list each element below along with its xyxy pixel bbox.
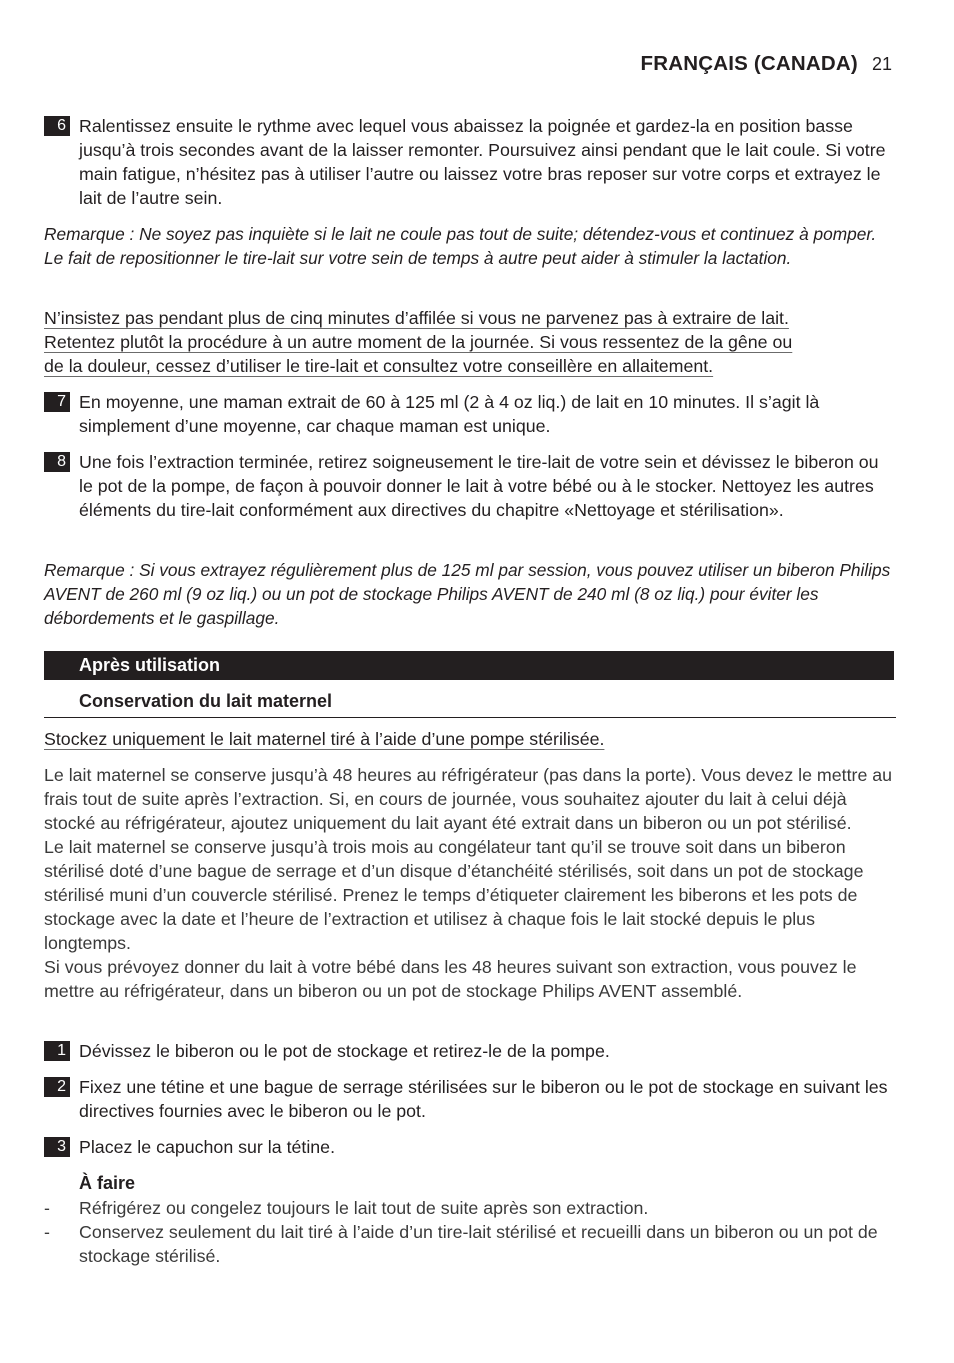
subsection-title: Conservation du lait maternel [44, 689, 896, 718]
page-header [640, 52, 892, 76]
step-6 [44, 114, 896, 210]
page-number: 21 [871, 54, 892, 74]
step-number-badge: 8 [44, 452, 70, 472]
step-number-badge: 3 [44, 1137, 70, 1157]
dash-bullet: - [44, 1198, 50, 1218]
todo-title: À faire [79, 1173, 136, 1193]
step-text: Une fois l’extraction terminée, retirez soigneusement le tire-lait de votre sein et dévissez le biberon ou le pot de la pompe, de façon à pouvoir donner le lait à votre bébé ou à le stocker. Nettoyez les autres éléments du tire-lait conformément aux directives du chapitre «Nettoyage et stérilisation». [79, 452, 879, 520]
note-2: Remarque : Si vous extrayez régulièrement plus de 125 ml par session, vous pouvez utiliser un biberon Philips AVENT de 260 ml (9 oz liq.) ou un pot de stockage Philips AVENT de 240 ml (8 oz liq.) pour éviter les débordements et le gaspillage. [44, 560, 891, 628]
step-number-badge: 1 [44, 1041, 70, 1061]
warning-1 [44, 306, 896, 378]
step-3 [44, 1135, 896, 1159]
note-1: Remarque : Ne soyez pas inquiète si le lait ne coule pas tout de suite; détendez-vous et continuez à pomper. Le fait de repositionner le tire-lait sur votre sein de temps à autre peut aider à stimuler la lactation. [44, 224, 877, 268]
step-text: En moyenne, une maman extrait de 60 à 125 ml (2 à 4 oz liq.) de lait en 10 minutes. Il s’agit là simplement d’une moyenne, car chaque maman est unique. [79, 392, 820, 436]
warning-line: de la douleur, cessez d’utiliser le tire-lait et consultez votre conseillère en allaitement. [44, 356, 714, 376]
step-8 [44, 450, 896, 522]
warning-line: Retentez plutôt la procédure à un autre moment de la journée. Si vous ressentez de la gêne ou [44, 332, 793, 352]
step-text: Fixez une tétine et une bague de serrage stérilisées sur le biberon ou le pot de stockage en suivant les directives fournies avec le biberon ou le pot. [79, 1077, 888, 1121]
dash-bullet: - [44, 1222, 50, 1242]
step-text: Ralentissez ensuite le rythme avec lequel vous abaissez la poignée et gardez-la en position basse jusqu’à trois secondes avant de la laisser remonter. Poursuivez ainsi pendant que le lait coule. Si votre main fatigue, n’hésitez pas à utiliser l’autre ou laissez votre bras reposer sur votre corps et extrayez le lait de l’autre sein. [79, 116, 886, 208]
paragraph: Le lait maternel se conserve jusqu’à 48 heures au réfrigérateur (pas dans la porte). Vous devez le mettre au frais tout de suite après l’extraction. Si, en cours de journée, vous souhaitez ajouter du lait à celui déjà stocké au réfrigérateur, ajoutez uniquement du lait ayant été extrait dans un biberon ou un pot stérilisé. [44, 765, 893, 833]
body-text [44, 763, 896, 1003]
step-number-badge: 7 [44, 392, 70, 412]
header-language: FRANÇAIS (CANADA) [640, 52, 858, 75]
step-number-badge: 6 [44, 116, 70, 136]
todo-list [44, 1196, 896, 1268]
paragraph: Le lait maternel se conserve jusqu’à trois mois au congélateur tant qu’il se trouve soit dans un biberon stérilisé doté d’une bague de serrage et d’un disque d’étanchéité stérilisés, soit dans un pot de stockage stérilisé muni d’un couvercle stérilisé. Prenez le temps d’étiqueter clairement les biberons et les pots de stockage avec la date et l’heure de l’extraction et utilisez à chaque fois le lait stocké depuis le plus longtemps. [44, 837, 864, 953]
warning-line: N’insistez pas pendant plus de cinq minutes d’affilée si vous ne parvenez pas à extraire de lait. [44, 308, 789, 328]
paragraph: Si vous prévoyez donner du lait à votre bébé dans les 48 heures suivant son extraction, vous pouvez le mettre au réfrigérateur, dans un biberon ou un pot de stockage Philips AVENT assemblé. [44, 957, 857, 1001]
list-item [44, 1196, 896, 1220]
warning-2 [44, 727, 896, 751]
step-2 [44, 1075, 896, 1123]
list-item-text: Conservez seulement du lait tiré à l’aide d’un tire-lait stérilisé et recueilli dans un biberon ou un pot de stockage stérilisé. [79, 1222, 878, 1266]
step-text: Placez le capuchon sur la tétine. [79, 1137, 336, 1157]
list-item [44, 1220, 896, 1268]
step-text: Dévissez le biberon ou le pot de stockage et retirez-le de la pompe. [79, 1041, 610, 1061]
list-item-text: Réfrigérez ou congelez toujours le lait tout de suite après son extraction. [79, 1198, 649, 1218]
step-7 [44, 390, 896, 438]
step-1 [44, 1039, 896, 1063]
step-number-badge: 2 [44, 1077, 70, 1097]
section-title-bar: Après utilisation [44, 651, 894, 680]
warning-line: Stockez uniquement le lait maternel tiré à l’aide d’une pompe stérilisée. [44, 729, 605, 749]
